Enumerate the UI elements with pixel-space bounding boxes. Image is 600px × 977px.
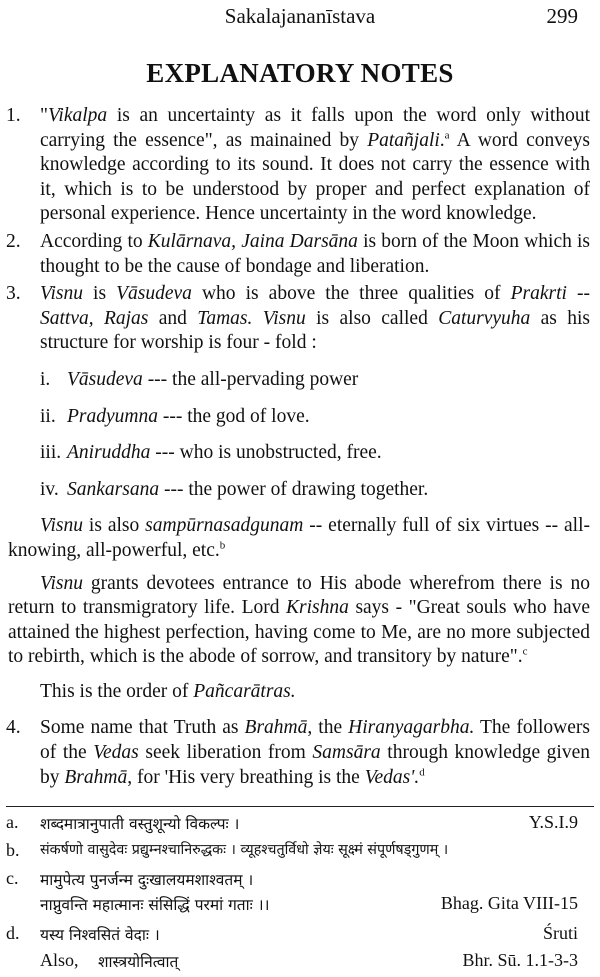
footnote-ref-b[interactable]: b [219, 539, 226, 552]
note-number: 3. [6, 283, 21, 305]
note-1: 1. "Vikalpa is an uncertainty as it falls upon the word only without carrying the essence", as mainained by Patañjali.$^a$ A word conveys knowledge according to its sound. It does not carry the essence with it, which is to be understood by proper and perfect explanation of personal experience. Hence uncertainty in the word knowledge. [6, 105, 590, 225]
sanskrit-text: नाप्नुवन्ति महात्मानः संसिद्धिं परमां गताः ।। [40, 896, 270, 914]
sanskrit-text: संकर्षणो वासुदेवः प्रद्युम्नश्चानिरुद्धकः । व्यूहश्चतुर्विधो ज्ञेयः सूक्ष्मं संपूर्णषड्गुणम् । [40, 842, 449, 858]
vyuha-item: iii. Aniruddha --- who is unobstructed, free. [40, 442, 382, 464]
note-3-paragraph: Visnu is also sampūrnasadgunam -- eternally full of six virtues -- all-knowing, all-powerful, etc.$^b$ [8, 515, 590, 561]
note-3-paragraph: This is the order of Pañcarātras. [40, 680, 296, 702]
section-heading: EXPLANATORY NOTES [146, 58, 454, 88]
note-3: 3. Visnu is Vāsudeva who is above the three qualities of Prakrti -- Sattva, Rajas and Tamas. Visnu is also called Caturvyuha as his structure for worship is four - fold : [6, 283, 590, 354]
sanskrit-text: मामुपेत्य पुनर्जन्म दुःखालयमशाश्वतम् । [40, 871, 254, 889]
note-2: 2. According to Kulārnava, Jaina Darsāna is born of the Moon which is thought to be the cause of bondage and liberation. [6, 230, 590, 277]
notes-body [0, 104, 600, 793]
running-header [0, 4, 600, 32]
vyuha-item: ii. Pradyumna --- the god of love. [40, 405, 310, 427]
sanskrit-text: यस्य निश्वसितं वेदाः । [40, 926, 160, 944]
note-number: 4. [6, 717, 21, 739]
note-3-paragraph: Visnu grants devotees entrance to His abode wherefrom there is no return to transmigratory life. Lord Krishna says - "Great souls who have attained the highest perfection, having come to Me, are no more subjected to rebirth, which is the abode of sorrow, and transitory by nature".$^c$ [8, 572, 590, 668]
citation: Bhag. Gita VIII-15 [440, 893, 578, 913]
footnote-ref-d[interactable]: d [419, 766, 425, 779]
running-title: Sakalajananīstava [224, 4, 376, 28]
footnote-divider [6, 806, 594, 807]
footnote-ref-c[interactable]: c [522, 645, 528, 658]
vyuha-item: i. Vāsudeva --- the all-pervading power [40, 368, 359, 390]
note-number: 1. [6, 105, 21, 126]
page-number: 299 [546, 4, 578, 28]
citation: Y.S.I.9 [528, 812, 578, 832]
footnote-ref-a[interactable]: a [444, 129, 450, 142]
vyuha-item: iv. Sankarsana --- the power of drawing together. [40, 478, 429, 500]
note-4: 4. Some name that Truth as Brahmā, the Hiranyagarbha. The followers of the Vedas seek liberation from Samsāra through knowledge given by Brahmā, for 'His very breathing is the Vedas'.$^d$ [6, 717, 591, 788]
sanskrit-text: शास्त्रयोनित्वात् [98, 953, 179, 971]
book-page: Sakalajananīstava 299 EXPLANATORY NOTES 1. "Vikalpa is an uncertainty as it falls upon the word only without carrying the essence", as mainained by Patañjali.$^a$ A word conveys knowledge according to its sound. It does not carry the essence with it, which is to be understood by proper and perfect explanation of personal experience. Hence uncertainty in the word knowledge. 2. According to Kulārnava, Jaina Darsāna is born of the Moon which is thought to be the cause of bondage and liberation. 3. Visnu is Vāsudeva who is above the three qualities of Prakrti -- Sattva, Rajas and Tamas. Visnu is also called Caturvyuha as his structure for worship is four - fold : i. Vāsudeva --- the all-pervading power ii. Pradyumna --- the god of love. iii. Aniruddha --- who is unobstructed, free. iv. Sankarsana --- the power of drawing together. Visnu is also sampūrnasadgunam -- eternally full of six virtues -- all-knowing, all-powerful, etc.$^b$ Visnu grants devotees entrance to His abode wherefrom there is no return to transmigratory life. Lord Krishna says - "Great souls who have attained the highest perfection, having come to Me, are no more subjected to rebirth, which is the abode of sorrow, and transitory by nature".$^c$ This is the order of Pañcarātras. 4. Some name that Truth as Brahmā, the Hiranyagarbha. The followers of the Vedas seek liberation from Samsāra through knowledge given by Brahmā, for 'His very breathing is the Vedas'.$^d$ a. शब्दमात्रानुपाती वस्तुशून्यो विकल्पः । Y.S.I.9 b. संकर्षणो वासुदेवः प्रद्युम्नश्चानिरुद्धकः । व्यूहश्चतुर्विधो ज्ञेयः सूक्ष्मं संपूर्णषड्गुणम् । c. मामुपेत्य पुनर्जन्म दुःखालयमशाश्वतम् । नाप्नुवन्ति महात्मानः संसिद्धिं परमां गताः ।। Bhag. Gita VIII-15 d. यस्य निश्वसितं वेदाः । Śruti Also, शास्त्रयोनित्वात् Bhr. Sū. 1.1-3-3 [0, 0, 600, 977]
note-number: 2. [6, 230, 21, 252]
citation: Bhr. Sū. 1.1-3-3 [462, 950, 578, 970]
citation: Śruti [542, 923, 578, 943]
sanskrit-text: शब्दमात्रानुपाती वस्तुशून्यो विकल्पः । [40, 815, 240, 833]
